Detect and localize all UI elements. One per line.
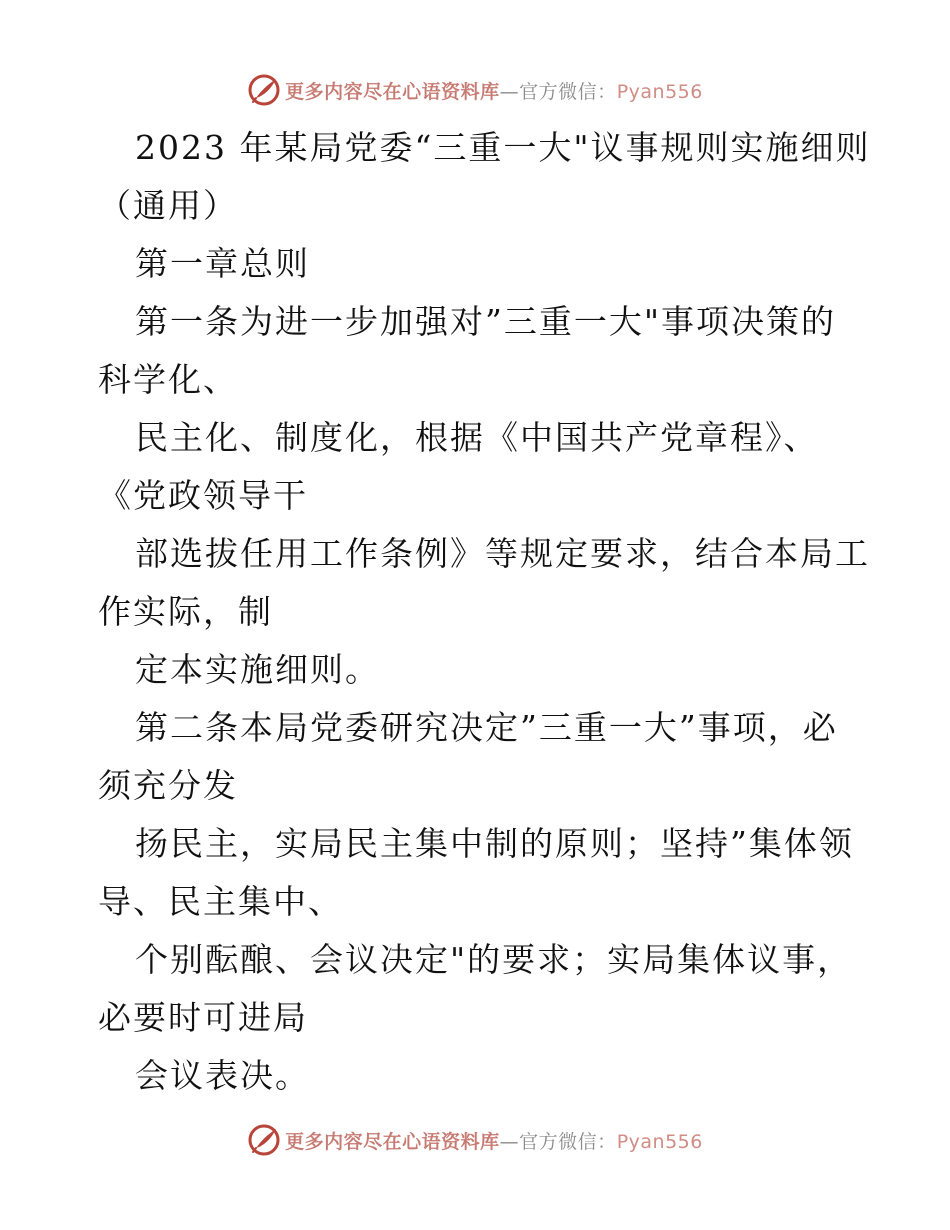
paragraph-line: 定本实施细则。 [135,650,380,689]
paragraph-line: 个别酝酿、会议决定"的要求；实局集体议事， [135,940,853,979]
paragraph-line: 部选拔任用工作条例》等规定要求，结合本局工 [135,534,870,573]
quill-logo-icon [247,73,281,107]
paragraph-line: 第一条为进一步加强对”三重一大"事项决策的 [135,302,837,341]
doc-title-line-2: （通用） [98,186,238,225]
doc-title-line-1: 2023 年某局党委“三重一大"议事规则实施细则 [135,128,871,167]
paragraph-line: 作实际，制 [98,592,273,631]
chapter-heading: 第一章总则 [135,244,310,283]
footer-watermark [0,1120,950,1160]
watermark-main-text: 更多内容尽在心语资料库 [285,80,500,103]
paragraph-line: 民主化、制度化，根据《中国共产党章程》、 [135,418,819,457]
paragraph-line: 会议表决。 [135,1056,310,1095]
watermark-separator: — [499,80,520,103]
paragraph-line: 必要时可进局 [98,998,308,1037]
paragraph-line: 第二条本局党委研究决定”三重一大”事项，必 [135,708,838,747]
watermark-label: 官方微信： [519,1130,617,1153]
paragraph-line: 导、民主集中、 [98,882,343,921]
watermark-id: Pyan556 [616,1130,703,1153]
paragraph-line: 《党政领导干 [98,476,308,515]
watermark-id: Pyan556 [616,80,703,103]
header-watermark [0,70,950,110]
paragraph-line: 须充分发 [98,766,238,805]
watermark-main-text: 更多内容尽在心语资料库 [285,1130,500,1153]
paragraph-line: 科学化、 [98,360,238,399]
quill-logo-icon [247,1123,281,1157]
watermark-label: 官方微信： [519,80,617,103]
paragraph-line: 扬民主，实局民主集中制的原则；坚持”集体领 [135,824,854,863]
watermark-separator: — [499,1130,520,1153]
